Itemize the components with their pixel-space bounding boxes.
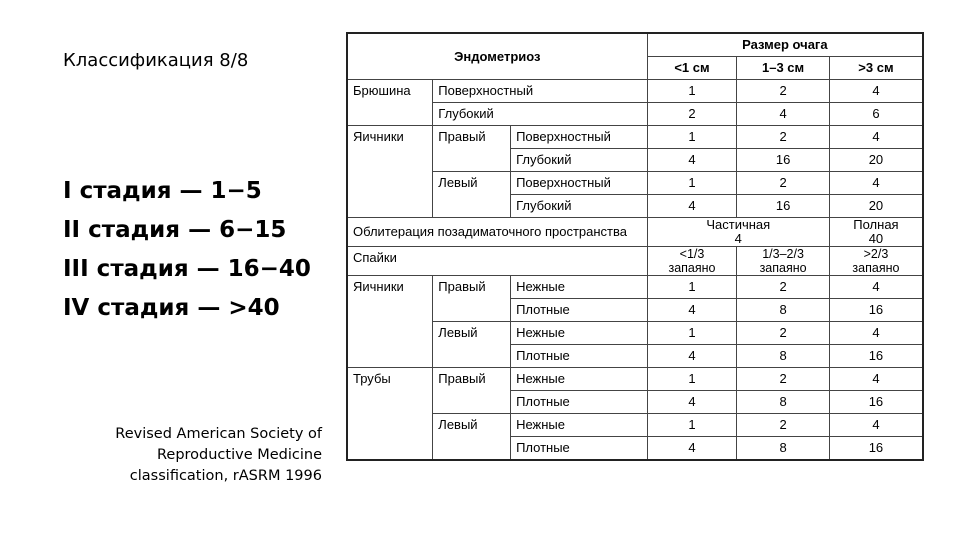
cell-value: 16 [737,195,830,218]
adhesions-col-top: >2/3 [863,247,889,261]
cell-value: 4 [829,414,923,437]
adhesions-col [829,247,923,276]
adhesions-col [647,247,737,276]
cell-value: 4 [829,80,923,103]
header-size: Размер очага [647,33,923,57]
side-left: Левый [433,414,511,461]
row-type: Глубокий [433,103,647,126]
row-type: Плотные [511,437,648,461]
header-size-col: >3 см [829,57,923,80]
cell-value: 8 [737,299,830,322]
obliteration-partial-label: Частичная [706,217,771,232]
side-left: Левый [433,172,511,218]
cell-value: 4 [647,149,737,172]
table-header-row [347,33,923,57]
slide-title: Классификация 8/8 [63,50,249,71]
row-label-tubes: Трубы [347,368,433,461]
table-row [347,368,923,391]
adhesions-col-top: <1/3 [679,247,705,261]
stage-4: IV стадия — >40 [63,295,280,321]
cell-value: 2 [737,414,830,437]
cell-value: 16 [737,149,830,172]
cell-value: 20 [829,149,923,172]
cell-value: 1 [647,368,737,391]
row-label-ovaries: Яичники [347,126,433,218]
cell-value: 2 [737,80,830,103]
cell-value: 4 [647,345,737,368]
table-row [347,276,923,299]
side-right: Правый [433,276,511,322]
cell-value: 16 [829,391,923,414]
cell-value: 1 [647,80,737,103]
cell-value: 1 [647,172,737,195]
table-row [347,80,923,103]
row-type: Поверхностный [511,126,648,149]
table-row [347,218,923,247]
obliteration-partial-value: 4 [734,231,742,246]
row-label-adhesions: Спайки [347,247,647,276]
adhesions-col-bottom: запаяно [759,261,807,275]
cell-value: 20 [829,195,923,218]
cell-value: 4 [647,391,737,414]
row-label-obliteration: Облитерация позадиматочного пространства [347,218,647,247]
row-type: Плотные [511,391,648,414]
header-size-col: 1–3 см [737,57,830,80]
cell-value: 2 [737,276,830,299]
obliteration-full-value: 40 [868,231,884,246]
table-row [347,414,923,437]
stage-1: I стадия — 1−5 [63,178,262,204]
row-type: Глубокий [511,149,648,172]
cell-value: 4 [737,103,830,126]
cell-value: 2 [737,368,830,391]
cell-value: 8 [737,437,830,461]
cell-value: 1 [647,322,737,345]
table-row [347,172,923,195]
cell-value: 4 [829,172,923,195]
cell-value: 8 [737,345,830,368]
side-left: Левый [433,322,511,368]
source-credit: Revised American Society of Reproductive Medicine classification, rASRM 1996 [115,426,322,484]
cell-value: 1 [647,126,737,149]
rasrm-scoring-table [346,32,924,461]
row-type: Нежные [511,368,648,391]
adhesions-col-top: 1/3–2/3 [762,247,804,261]
cell-value: 1 [647,414,737,437]
row-type: Глубокий [511,195,648,218]
cell-value: 4 [647,299,737,322]
table-row [347,247,923,276]
cell-value: 16 [829,437,923,461]
stage-list [63,172,311,328]
side-right: Правый [433,126,511,172]
row-type: Поверхностный [433,80,647,103]
stage-2: II стадия — 6−15 [63,217,287,243]
cell-value: 2 [737,126,830,149]
row-type: Нежные [511,322,648,345]
cell-value: 4 [647,195,737,218]
cell-value: 4 [647,437,737,461]
table-row [347,126,923,149]
cell-value: 4 [829,276,923,299]
cell-value: 2 [737,322,830,345]
cell-value: 16 [829,299,923,322]
row-type: Нежные [511,276,648,299]
cell-value: 2 [737,172,830,195]
adhesions-col-bottom: запаяно [668,261,716,275]
adhesions-col-bottom: запаяно [852,261,900,275]
row-label-adh-ovaries: Яичники [347,276,433,368]
obliteration-full-label: Полная [853,217,899,232]
obliteration-partial [647,218,829,247]
cell-value: 8 [737,391,830,414]
cell-value: 6 [829,103,923,126]
cell-value: 4 [829,368,923,391]
stage-3: III стадия — 16−40 [63,256,311,282]
row-type: Поверхностный [511,172,648,195]
side-right: Правый [433,368,511,414]
obliteration-full [829,218,923,247]
cell-value: 4 [829,322,923,345]
adhesions-col [737,247,830,276]
table-row [347,103,923,126]
row-type: Нежные [511,414,648,437]
table-row [347,322,923,345]
header-endometriosis: Эндометриоз [347,33,647,80]
cell-value: 2 [647,103,737,126]
cell-value: 1 [647,276,737,299]
header-size-col: <1 см [647,57,737,80]
cell-value: 16 [829,345,923,368]
row-label-peritoneum: Брюшина [347,80,433,126]
row-type: Плотные [511,345,648,368]
row-type: Плотные [511,299,648,322]
cell-value: 4 [829,126,923,149]
